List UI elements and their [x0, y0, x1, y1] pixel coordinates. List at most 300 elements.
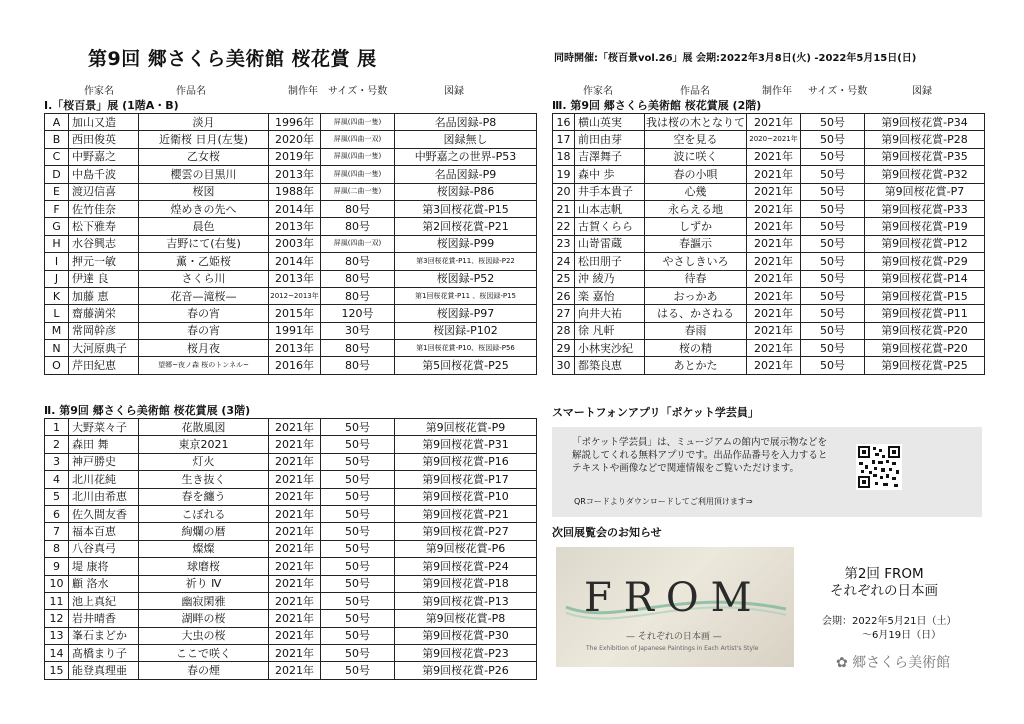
artist-name: 沖 綾乃 — [575, 270, 645, 287]
artist-name: 森田 舞 — [69, 436, 139, 453]
catalog-ref: 桜図録-P102 — [395, 322, 537, 339]
size: 50号 — [321, 453, 395, 470]
catalog-ref: 第3回桜花賞-P15 — [395, 200, 537, 217]
artist-name: 松田朋子 — [575, 253, 645, 270]
row-number: 4 — [45, 471, 69, 488]
work-title: 桜月夜 — [139, 340, 269, 357]
work-title: こぼれる — [139, 505, 269, 522]
size: 50号 — [321, 505, 395, 522]
row-number: B — [45, 131, 69, 148]
year: 2021年 — [269, 453, 321, 470]
app-description: 「ポケット学芸員」は、ミュージアムの館内で展示物などを解説してくれる無料アプリです。出品作品番号を入力するとテキストや画像などで関連情報をご覧いただけます。 — [572, 437, 828, 474]
table-row — [553, 183, 985, 200]
section3-heading: Ⅲ. 第9回 郷さくら美術館 桜花賞展 (2階) — [552, 99, 762, 112]
artist-name: 芹田紀恵 — [69, 357, 139, 374]
row-number: 5 — [45, 488, 69, 505]
row-number: 8 — [45, 540, 69, 557]
catalog-ref: 第9回桜花賞-P13 — [395, 592, 537, 609]
artist-name: 伊達 良 — [69, 270, 139, 287]
row-number: C — [45, 148, 69, 165]
banner-from-word: FROM — [584, 575, 764, 621]
artist-name: 顧 洛水 — [69, 575, 139, 592]
year: 2021年 — [747, 200, 801, 217]
catalog-ref: 第9回桜花賞-P20 — [865, 322, 985, 339]
table-row — [45, 436, 537, 453]
size: 50号 — [321, 471, 395, 488]
artist-name: 井手本貴子 — [575, 183, 645, 200]
size: 50号 — [321, 436, 395, 453]
next-exhibition-title — [818, 566, 950, 600]
artist-name: 小林実沙紀 — [575, 340, 645, 357]
size: 50号 — [801, 166, 865, 183]
year: 2021年 — [269, 471, 321, 488]
size: 50号 — [321, 540, 395, 557]
year: 1996年 — [269, 114, 321, 131]
size: 屏風(四曲一双) — [321, 235, 395, 252]
row-number: 7 — [45, 523, 69, 540]
work-title: 晨色 — [139, 218, 269, 235]
work-title: 幽寂閑雅 — [139, 592, 269, 609]
catalog-ref: 第9回桜花賞-P11 — [865, 305, 985, 322]
table-row — [45, 505, 537, 522]
table-row — [45, 131, 537, 148]
table-row — [45, 471, 537, 488]
year: 2021年 — [269, 575, 321, 592]
size: 50号 — [801, 287, 865, 304]
size: 50号 — [801, 218, 865, 235]
size: 80号 — [321, 287, 395, 304]
year: 2021年 — [269, 627, 321, 644]
artist-name: 中野嘉之 — [69, 148, 139, 165]
work-title: 我は桜の木となりて — [645, 114, 747, 131]
year: 2021年 — [747, 148, 801, 165]
concurrent-exhibition: 同時開催:「桜百景vol.26」展 会期:2022年3月8日(火) -2022年5月15日(日) — [554, 53, 917, 64]
size: 50号 — [801, 183, 865, 200]
catalog-ref: 桜図録-P52 — [395, 270, 537, 287]
work-title: 煌めきの先へ — [139, 200, 269, 217]
table-row — [45, 488, 537, 505]
catalog-ref: 第9回桜花賞-P6 — [395, 540, 537, 557]
artist-name: 北川花純 — [69, 471, 139, 488]
header-year: 制作年 — [288, 86, 318, 97]
size: 50号 — [801, 131, 865, 148]
banner-english: The Exhibition of Japanese Paintings in Each Artist's Style — [586, 645, 759, 652]
row-number: G — [45, 218, 69, 235]
row-number: 23 — [553, 235, 575, 252]
header-catalog-r: 図録 — [912, 86, 932, 97]
work-title: 桜図 — [139, 183, 269, 200]
table-row — [45, 453, 537, 470]
row-number: 21 — [553, 200, 575, 217]
year: 2021年 — [269, 662, 321, 679]
header-artist-r: 作家名 — [583, 86, 613, 97]
row-number: 16 — [553, 114, 575, 131]
year: 2014年 — [269, 200, 321, 217]
size: 50号 — [801, 322, 865, 339]
row-number: J — [45, 270, 69, 287]
table-row — [553, 357, 985, 374]
section2-heading: Ⅱ. 第9回 郷さくら美術館 桜花賞展 (3階) — [44, 404, 251, 417]
artist-name: 山嵜雷蔵 — [575, 235, 645, 252]
row-number: F — [45, 200, 69, 217]
work-title: 空を見る — [645, 131, 747, 148]
next-exhibition-banner — [556, 547, 794, 667]
table-row — [45, 523, 537, 540]
work-title: 東京2021 — [139, 436, 269, 453]
row-number: 29 — [553, 340, 575, 357]
table-row — [553, 270, 985, 287]
size: 80号 — [321, 357, 395, 374]
row-number: 2 — [45, 436, 69, 453]
catalog-ref: 桜図録-P99 — [395, 235, 537, 252]
size: 屏風(四曲一隻) — [321, 166, 395, 183]
year: 2021年 — [747, 253, 801, 270]
work-title: 春を纏う — [139, 488, 269, 505]
table-row — [553, 253, 985, 270]
table-row — [45, 592, 537, 609]
table-row — [553, 305, 985, 322]
table-row — [45, 662, 537, 679]
year: 2021年 — [747, 287, 801, 304]
catalog-ref: 第1回桜花賞-P11 、桜図録-P15 — [395, 287, 537, 304]
row-number: I — [45, 253, 69, 270]
table-row — [553, 218, 985, 235]
year: 2021年 — [269, 610, 321, 627]
catalog-ref: 第9回桜花賞-P25 — [865, 357, 985, 374]
catalog-ref: 桜図録-P86 — [395, 183, 537, 200]
work-title: 湖畔の桜 — [139, 610, 269, 627]
size: 屏風(四曲一隻) — [321, 114, 395, 131]
year: 2021年 — [747, 166, 801, 183]
work-title: 春の宵 — [139, 322, 269, 339]
work-title: 春雨 — [645, 322, 747, 339]
table-row — [45, 166, 537, 183]
artist-name: 八谷真弓 — [69, 540, 139, 557]
size: 50号 — [321, 592, 395, 609]
next-date-line1: 会期：2022年5月21日（土） — [822, 616, 957, 627]
header-size-r: サイズ・号数 — [808, 86, 868, 97]
table-row — [45, 287, 537, 304]
row-number: 30 — [553, 357, 575, 374]
work-title: しずか — [645, 218, 747, 235]
size: 50号 — [321, 610, 395, 627]
artist-name: 松下雅寿 — [69, 218, 139, 235]
artist-name: 神戸勝史 — [69, 453, 139, 470]
size: 50号 — [801, 235, 865, 252]
work-title: 吉野にて(右隻) — [139, 235, 269, 252]
section2-table — [44, 418, 537, 680]
row-number: D — [45, 166, 69, 183]
catalog-ref: 第9回桜花賞-P7 — [865, 183, 985, 200]
sakura-logo-icon: ✿ — [836, 655, 848, 671]
next-exhibition-dates — [822, 615, 957, 643]
catalog-ref: 第9回桜花賞-P19 — [865, 218, 985, 235]
size: 50号 — [321, 488, 395, 505]
catalog-ref: 第9回桜花賞-P24 — [395, 558, 537, 575]
work-title: 望郷~夜ノ森 桜のトンネル~ — [139, 357, 269, 374]
work-title: やさしきいろ — [645, 253, 747, 270]
artist-name: 大河原典子 — [69, 340, 139, 357]
year: 1991年 — [269, 322, 321, 339]
row-number: K — [45, 287, 69, 304]
header-year-r: 制作年 — [762, 86, 792, 97]
year: 2021年 — [269, 523, 321, 540]
size: 30号 — [321, 322, 395, 339]
year: 2021年 — [747, 357, 801, 374]
artist-name: 古賀くらら — [575, 218, 645, 235]
year: 2015年 — [269, 305, 321, 322]
artist-name: 髙橋まり子 — [69, 645, 139, 662]
page-title: 第9回 郷さくら美術館 桜花賞 展 — [88, 48, 377, 70]
catalog-ref: 第9回桜花賞-P21 — [395, 505, 537, 522]
work-title: さくら川 — [139, 270, 269, 287]
row-number: 20 — [553, 183, 575, 200]
header-catalog: 図録 — [444, 86, 464, 97]
year: 2021年 — [269, 436, 321, 453]
catalog-ref: 図録無し — [395, 131, 537, 148]
row-number: E — [45, 183, 69, 200]
size: 50号 — [801, 305, 865, 322]
work-title: 櫻雲の目黒川 — [139, 166, 269, 183]
catalog-ref: 第9回桜花賞-P34 — [865, 114, 985, 131]
section1-table — [44, 113, 537, 375]
table-row — [45, 305, 537, 322]
row-number: 25 — [553, 270, 575, 287]
row-number: 17 — [553, 131, 575, 148]
year: 2021年 — [747, 270, 801, 287]
artist-name: 加藤 恵 — [69, 287, 139, 304]
size: 屏風(四曲一双) — [321, 131, 395, 148]
size: 50号 — [801, 148, 865, 165]
work-title: 灯火 — [139, 453, 269, 470]
row-number: 19 — [553, 166, 575, 183]
work-title: 波に咲く — [645, 148, 747, 165]
row-number: 3 — [45, 453, 69, 470]
catalog-ref: 第9回桜花賞-P8 — [395, 610, 537, 627]
catalog-ref: 第9回桜花賞-P18 — [395, 575, 537, 592]
work-title: あとかた — [645, 357, 747, 374]
row-number: 13 — [45, 627, 69, 644]
size: 屏風(二曲一隻) — [321, 183, 395, 200]
artist-name: 佐竹佳奈 — [69, 200, 139, 217]
artist-name: 押元一敏 — [69, 253, 139, 270]
work-title: 球磨桜 — [139, 558, 269, 575]
table-row — [45, 253, 537, 270]
year: 2021年 — [747, 183, 801, 200]
catalog-ref: 第9回桜花賞-P15 — [865, 287, 985, 304]
row-number: 15 — [45, 662, 69, 679]
artist-name: 山本志帆 — [575, 200, 645, 217]
work-title: ここで咲く — [139, 645, 269, 662]
size: 50号 — [321, 419, 395, 436]
year: 1988年 — [269, 183, 321, 200]
table-row — [553, 235, 985, 252]
next-date-line2: ～6月19日（日） — [862, 630, 942, 641]
catalog-ref: 第2回桜花賞-P21 — [395, 218, 537, 235]
size: 50号 — [321, 627, 395, 644]
row-number: 1 — [45, 419, 69, 436]
year: 2021年 — [269, 540, 321, 557]
year: 2021年 — [747, 235, 801, 252]
size: 50号 — [321, 645, 395, 662]
table-row — [553, 131, 985, 148]
artist-name: 都築良恵 — [575, 357, 645, 374]
row-number: 12 — [45, 610, 69, 627]
artist-name: 能登真理亜 — [69, 662, 139, 679]
year: 2014年 — [269, 253, 321, 270]
row-number: 18 — [553, 148, 575, 165]
table-row — [553, 114, 985, 131]
row-number: H — [45, 235, 69, 252]
catalog-ref: 第9回桜花賞-P14 — [865, 270, 985, 287]
catalog-ref: 第9回桜花賞-P33 — [865, 200, 985, 217]
artist-name: 佐久間友香 — [69, 505, 139, 522]
size: 50号 — [321, 662, 395, 679]
table-row — [45, 200, 537, 217]
size: 50号 — [801, 270, 865, 287]
catalog-ref: 第9回桜花賞-P35 — [865, 148, 985, 165]
size: 80号 — [321, 270, 395, 287]
table-row — [45, 322, 537, 339]
table-row — [45, 558, 537, 575]
artist-name: 横山英実 — [575, 114, 645, 131]
size: 50号 — [801, 200, 865, 217]
size: 50号 — [801, 253, 865, 270]
catalog-ref: 第9回桜花賞-P9 — [395, 419, 537, 436]
artist-name: 大野菜々子 — [69, 419, 139, 436]
artist-name: 峯石まどか — [69, 627, 139, 644]
catalog-ref: 第9回桜花賞-P23 — [395, 645, 537, 662]
header-work: 作品名 — [176, 86, 206, 97]
size: 50号 — [321, 558, 395, 575]
year: 2021年 — [269, 505, 321, 522]
row-number: O — [45, 357, 69, 374]
row-number: A — [45, 114, 69, 131]
catalog-ref: 第9回桜花賞-P17 — [395, 471, 537, 488]
row-number: 28 — [553, 322, 575, 339]
table-row — [553, 148, 985, 165]
catalog-ref: 第9回桜花賞-P10 — [395, 488, 537, 505]
year: 2020~2021年 — [747, 131, 801, 148]
table-row — [45, 419, 537, 436]
row-number: 26 — [553, 287, 575, 304]
work-title: 春謳示 — [645, 235, 747, 252]
artist-name: 渡辺信喜 — [69, 183, 139, 200]
work-title: 燦燦 — [139, 540, 269, 557]
catalog-ref: 第9回桜花賞-P27 — [395, 523, 537, 540]
row-number: 9 — [45, 558, 69, 575]
work-title: 春の小唄 — [645, 166, 747, 183]
year: 2021年 — [269, 419, 321, 436]
next-exhibition-heading: 次回展覧会のお知らせ — [552, 526, 662, 539]
museum-name: 郷さくら美術館 — [852, 655, 951, 671]
table-row — [45, 357, 537, 374]
row-number: 6 — [45, 505, 69, 522]
size: 50号 — [801, 340, 865, 357]
section1-heading: Ⅰ.「桜百景」展 (1階A・B) — [44, 99, 179, 112]
catalog-ref: 名品図録-P9 — [395, 166, 537, 183]
size: 120号 — [321, 305, 395, 322]
catalog-ref: 第9回桜花賞-P26 — [395, 662, 537, 679]
work-title: 春の煙 — [139, 662, 269, 679]
work-title: 花散風図 — [139, 419, 269, 436]
year: 2003年 — [269, 235, 321, 252]
year: 2021年 — [747, 340, 801, 357]
size: 50号 — [801, 114, 865, 131]
row-number: M — [45, 322, 69, 339]
catalog-ref: 中野嘉之の世界-P53 — [395, 148, 537, 165]
work-title: 絢爛の暦 — [139, 523, 269, 540]
artist-name: 北川由希恵 — [69, 488, 139, 505]
work-title: 薫・乙姫桜 — [139, 253, 269, 270]
banner-subtitle: — それぞれの日本画 — — [626, 632, 722, 642]
artist-name: 岩井晴香 — [69, 610, 139, 627]
app-heading: スマートフォンアプリ「ポケット学芸員」 — [552, 406, 759, 419]
year: 2021年 — [269, 558, 321, 575]
work-title: はる、かさねる — [645, 305, 747, 322]
artist-name: 向井大祐 — [575, 305, 645, 322]
qr-code-icon[interactable] — [856, 444, 902, 490]
work-title: 花音—滝桜— — [139, 287, 269, 304]
row-number: L — [45, 305, 69, 322]
catalog-ref: 第1回桜花賞-P10、桜図録-P56 — [395, 340, 537, 357]
app-qr-note: QRコードよりダウンロードしてご利用頂けます⇒ — [574, 497, 753, 506]
table-row — [45, 235, 537, 252]
museum-logo — [836, 652, 950, 672]
artist-name: 池上真紀 — [69, 592, 139, 609]
catalog-ref: 第9回桜花賞-P30 — [395, 627, 537, 644]
work-title: おっかあ — [645, 287, 747, 304]
artist-name: 森中 歩 — [575, 166, 645, 183]
artist-name: 齋藤満栄 — [69, 305, 139, 322]
table-row — [45, 627, 537, 644]
artist-name: 前田由芽 — [575, 131, 645, 148]
size: 80号 — [321, 200, 395, 217]
table-row — [45, 340, 537, 357]
artist-name: 堤 康将 — [69, 558, 139, 575]
row-number: 14 — [45, 645, 69, 662]
next-title-line2: それぞれの日本画 — [830, 583, 938, 599]
catalog-ref: 第5回桜花賞-P25 — [395, 357, 537, 374]
artist-name: 楽 嘉怡 — [575, 287, 645, 304]
header-artist: 作家名 — [84, 86, 114, 97]
artist-name: 福本百恵 — [69, 523, 139, 540]
table-row — [45, 575, 537, 592]
catalog-ref: 第9回桜花賞-P32 — [865, 166, 985, 183]
size: 屏風(四曲一隻) — [321, 148, 395, 165]
work-title: 生き抜く — [139, 471, 269, 488]
work-title: 淡月 — [139, 114, 269, 131]
row-number: 27 — [553, 305, 575, 322]
artist-name: 中島千波 — [69, 166, 139, 183]
table-row — [553, 322, 985, 339]
artist-name: 徐 凡軒 — [575, 322, 645, 339]
size: 80号 — [321, 253, 395, 270]
work-title: 桜の精 — [645, 340, 747, 357]
row-number: 24 — [553, 253, 575, 270]
catalog-ref: 第3回桜花賞-P11、桜図録-P22 — [395, 253, 537, 270]
table-row — [553, 287, 985, 304]
year: 2021年 — [747, 305, 801, 322]
size: 80号 — [321, 218, 395, 235]
size: 50号 — [321, 523, 395, 540]
year: 2013年 — [269, 270, 321, 287]
section3-table — [552, 113, 985, 375]
year: 2021年 — [747, 322, 801, 339]
table-row — [45, 148, 537, 165]
table-row — [553, 166, 985, 183]
catalog-ref: 桜図録-P97 — [395, 305, 537, 322]
